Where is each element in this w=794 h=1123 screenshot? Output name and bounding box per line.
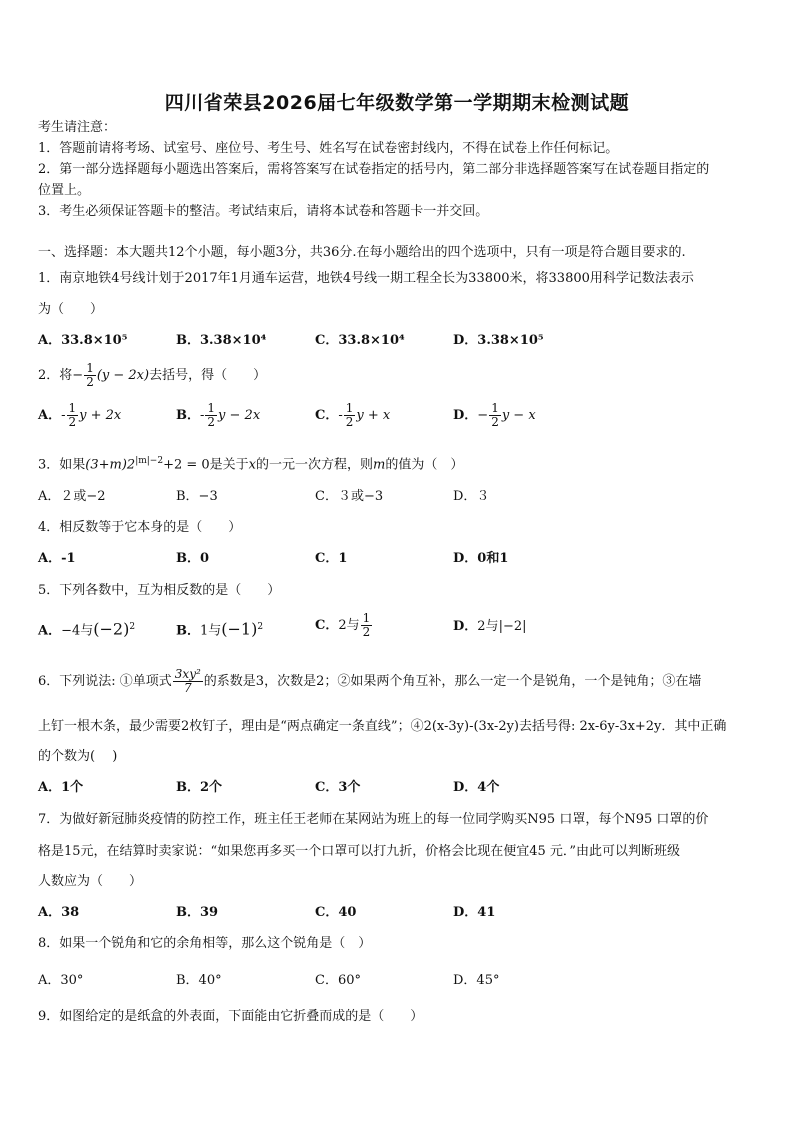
q5-option-a-exp: 2 (129, 622, 136, 632)
q2-option-a-num: 1 (68, 401, 77, 415)
q5-option-a-label: A． (38, 623, 62, 639)
q2-option-d-label: D． (453, 408, 478, 423)
question-7-stem-line3: 人数应为（ ） (38, 874, 143, 889)
q4-option-a: A．-1 (38, 551, 76, 566)
q3-option-a: A．２或−2 (38, 489, 106, 504)
notice-item-2: 2．第一部分选择题每小题选出答案后，需将答案写在试卷指定的括号内，第二部分非选择题答案写在试卷题目指定的 (38, 162, 710, 177)
q2-option-b-num: 1 (207, 401, 216, 415)
question-6-stem-line2: 上钉一根木条，最少需要2枚钉子，理由是“两点确定一条直线”；④2(x-3y)-(3x-2y)去括号得: 2x-6y-3x+2y．其中正确 (38, 719, 727, 734)
q2-suffix: 去括号，得（ ） (149, 368, 267, 383)
q2-option-a-den: 2 (68, 415, 77, 429)
q6-option-b: B．2个 (176, 780, 223, 795)
notice-item-2-cont: 位置上。 (38, 183, 91, 198)
q2-option-d-sign: − (477, 408, 489, 423)
q3-variable-m: m (373, 457, 386, 473)
question-2-stem (38, 362, 266, 389)
q5-option-a-text: −4与 (61, 623, 94, 639)
q5-option-c-text: 2与 (338, 618, 360, 633)
q2-option-a-rest: y + 2x (79, 408, 122, 423)
q5-option-c-label: C． (315, 618, 339, 633)
q6-fraction (173, 668, 203, 695)
question-6-stem-line3: 的个数为( ) (38, 749, 118, 764)
q2-option-b-label: B． (176, 408, 200, 423)
q2-option-d (453, 402, 536, 429)
q2-option-c-sign: - (338, 408, 343, 423)
q1-option-b: B．3.38×10⁴ (176, 333, 267, 348)
q2-option-a-sign: - (61, 408, 66, 423)
q3-mid2: 的一元一次方程，则 (256, 457, 374, 473)
question-7-stem-line2: 格是15元，在结算时卖家说：“如果您再多买一个口罩可以打九折，价格会比现在便宜45 元．”由此可以判断班级 (38, 844, 681, 859)
q2-option-b-sign: - (200, 408, 205, 423)
q4-option-c: C．1 (315, 551, 348, 566)
q2-option-c-label: C． (315, 408, 339, 423)
q6-prefix: 6．下列说法: ①单项式 (38, 674, 172, 689)
q2-option-a-fraction (67, 402, 79, 429)
section-heading: 一、选择题：本大题共12个小题，每小题3分，共36分.在每小题给出的四个选项中，只有一项是符合题目要求的. (38, 245, 686, 260)
q6-suffix: 的系数是3，次数是2；②如果两个角互补，那么一定一个是锐角，一个是钝角；③在墙 (203, 674, 702, 689)
q6-option-d: D．4个 (453, 780, 500, 795)
page-title: 四川省荣县2026届七年级数学第一学期期末检测试题 (164, 92, 630, 114)
q5-option-c-num: 1 (362, 611, 371, 625)
q2-option-b (176, 402, 260, 429)
q3-option-d: D．３ (453, 489, 490, 504)
q5-option-c-fraction (361, 612, 373, 639)
q2-option-a (38, 402, 121, 429)
q4-option-b: B．0 (176, 551, 210, 566)
q6-fraction-num: 3xy² (174, 667, 201, 681)
question-6-stem (38, 668, 701, 695)
q2-option-a-label: A． (38, 408, 62, 423)
notice-item-1: 1．答题前请将考场、试室号、座位号、考生号、姓名写在试卷密封线内，不得在试卷上作任何标记。 (38, 141, 619, 156)
q5-option-b-label: B． (176, 623, 200, 639)
q5-option-c (315, 612, 373, 639)
q5-option-a (38, 618, 135, 640)
q3-exponent: |m|−2 (135, 456, 164, 466)
q2-prefix: 2．将 (38, 368, 73, 383)
question-5-stem: 5．下列各数中，互为相反数的是（ ） (38, 583, 281, 598)
q2-option-c (315, 402, 390, 429)
q8-option-d: D．45° (453, 973, 500, 988)
question-8-stem: 8．如果一个锐角和它的余角相等，那么这个锐角是（ ） (38, 936, 372, 951)
question-9-stem: 9．如图给定的是纸盒的外表面，下面能由它折叠而成的是（ ） (38, 1009, 424, 1024)
q5-option-b-expr: (−1) (221, 619, 258, 639)
q7-option-b: B．39 (176, 905, 219, 920)
question-1-stem-cont: 为（ ） (38, 302, 104, 317)
q5-option-b (176, 618, 263, 640)
q5-option-a-expr: (−2) (93, 619, 130, 639)
notice-item-3: 3．考生必须保证答题卡的整洁。考试结束后，请将本试卷和答题卡一并交回。 (38, 204, 489, 219)
q2-option-b-den: 2 (207, 415, 216, 429)
q2-option-c-den: 2 (345, 415, 354, 429)
q3-prefix: 3．如果 (38, 457, 86, 473)
q2-option-d-num: 1 (491, 401, 499, 415)
q6-option-a: A．1个 (38, 780, 84, 795)
q2-option-d-fraction (489, 402, 501, 429)
question-7-stem: 7．为做好新冠肺炎疫情的防控工作，班主任王老师在某网站为班上的每一位同学购买N95 口罩，每个N95 口罩的价 (38, 812, 709, 827)
q2-option-d-den: 2 (491, 415, 499, 429)
q6-option-c: C．3个 (315, 780, 361, 795)
q1-option-a: A．33.8×10⁵ (38, 333, 128, 348)
q7-option-c: C．40 (315, 905, 357, 920)
q5-option-b-text: 1与 (200, 623, 222, 639)
q5-option-d-label: D． (453, 619, 478, 634)
q8-option-b: B．40° (176, 973, 222, 988)
q2-option-c-num: 1 (345, 401, 354, 415)
q2-sign: − (72, 368, 84, 383)
q5-option-c-den: 2 (362, 625, 371, 639)
q4-option-d: D．0和1 (453, 551, 509, 566)
q2-fraction-den: 2 (86, 375, 94, 389)
q2-option-c-rest: y + x (356, 408, 391, 423)
q3-variable-x: x (248, 457, 257, 473)
q2-expression: (y − 2x) (96, 368, 150, 383)
q1-option-c: C．33.8×10⁴ (315, 333, 405, 348)
q6-fraction-den: 7 (183, 681, 192, 695)
question-3-stem (38, 452, 463, 474)
q8-option-a: A．30° (38, 973, 84, 988)
q7-option-d: D．41 (453, 905, 496, 920)
q2-option-b-rest: y − 2x (218, 408, 261, 423)
q3-expression: (3+m)2 (85, 457, 136, 473)
q5-option-b-exp: 2 (257, 622, 264, 632)
q3-equation: +2 = 0 (163, 457, 210, 473)
q3-option-b: B．−3 (176, 489, 218, 504)
question-1-stem: 1．南京地铁4号线计划于2017年1月通车运营，地铁4号线一期工程全长为33800米，将33800用科学记数法表示 (38, 271, 694, 286)
q8-option-c: C．60° (315, 973, 361, 988)
q2-fraction-num: 1 (86, 361, 94, 375)
q2-option-d-rest: y − x (501, 408, 536, 423)
q7-option-a: A．38 (38, 905, 80, 920)
q3-option-c: C．３或−3 (315, 489, 384, 504)
q5-option-d-text: 2与 (477, 619, 499, 634)
q1-option-d: D．3.38×10⁵ (453, 333, 544, 348)
q5-option-d-expr: |−2| (498, 619, 527, 634)
question-4-stem: 4．相反数等于它本身的是（ ） (38, 520, 242, 535)
q5-option-d (453, 618, 527, 636)
q3-mid: 是关于 (209, 457, 249, 473)
notice-heading: 考生请注意： (38, 120, 117, 135)
q2-fraction (84, 362, 96, 389)
q2-option-b-fraction (205, 402, 217, 429)
q3-suffix: 的值为（ ） (385, 457, 464, 473)
q2-option-c-fraction (344, 402, 356, 429)
